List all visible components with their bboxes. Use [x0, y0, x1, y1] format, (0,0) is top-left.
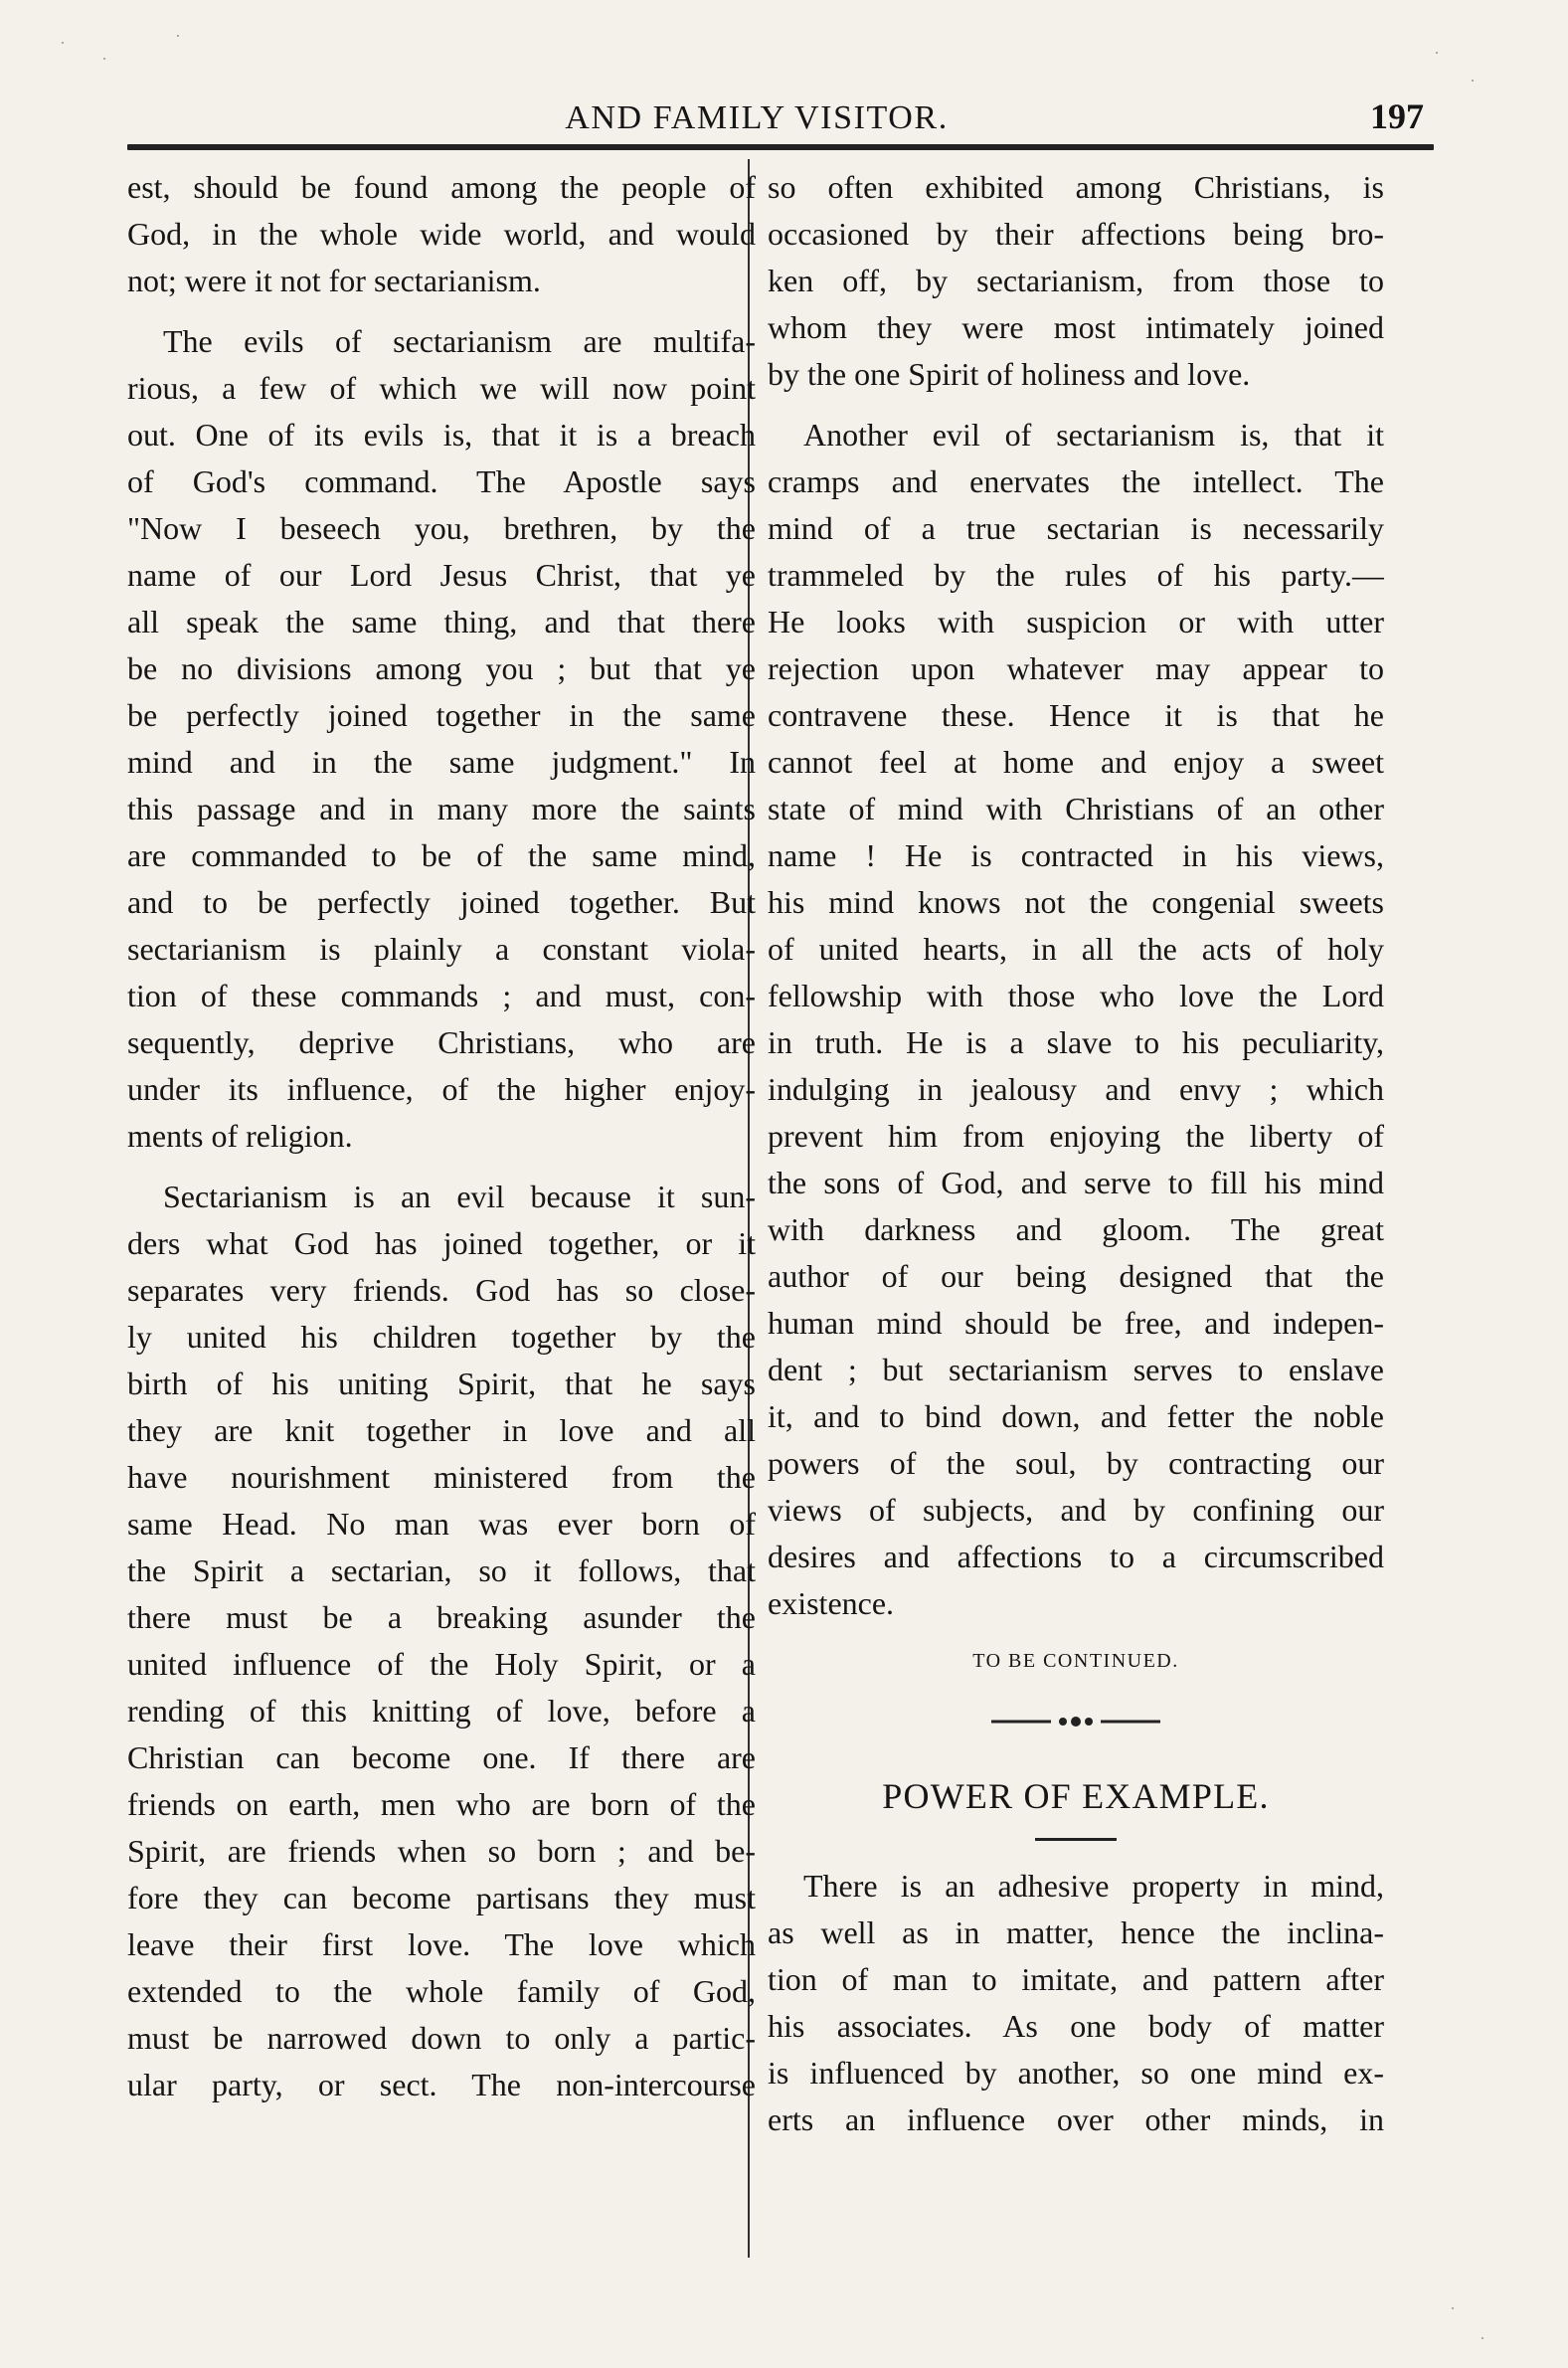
text-line: be perfectly joined together in the same [127, 697, 756, 733]
text-line: all speak the same thing, and that there [127, 604, 756, 639]
text-line: author of our being designed that the [768, 1258, 1384, 1294]
text-line: rejection upon whatever may appear to [768, 650, 1384, 686]
text-line: the Spirit a sectarian, so it follows, that [127, 1552, 756, 1588]
text-line: mind and in the same judgment." In [127, 744, 756, 780]
text-line: this passage and in many more the saints [127, 791, 756, 826]
text-line: are commanded to be of the same mind, [127, 837, 756, 873]
text-line: powers of the soul, by contracting our [768, 1445, 1384, 1481]
text-line: is influenced by another, so one mind ex- [768, 2055, 1384, 2091]
text-line: Another evil of sectarianism is, that it [803, 417, 1384, 453]
text-line: ly united his children together by the [127, 1319, 756, 1355]
text-line: human mind should be free, and indepen- [768, 1305, 1384, 1341]
text-line: the sons of God, and serve to fill his mind [768, 1165, 1384, 1200]
paper-speck [177, 35, 179, 37]
text-line: name of our Lord Jesus Christ, that ye [127, 557, 756, 593]
text-line: ders what God has joined together, or it [127, 1225, 756, 1261]
text-line: and to be perfectly joined together. But [127, 884, 756, 920]
text-line: so often exhibited among Christians, is [768, 169, 1384, 205]
text-line: same Head. No man was ever born of [127, 1506, 756, 1542]
text-line: sectarianism is plainly a constant viola- [127, 931, 756, 967]
text-line: est, should be found among the people of [127, 169, 756, 205]
text-line: not; were it not for sectarianism. [127, 263, 541, 298]
text-line: ments of religion. [127, 1118, 353, 1154]
text-line: in truth. He is a slave to his peculiarity, [768, 1024, 1384, 1060]
text-line: united influence of the Holy Spirit, or a [127, 1646, 756, 1682]
text-line: friends on earth, men who are born of the [127, 1786, 756, 1822]
text-line: of united hearts, in all the acts of holy [768, 931, 1384, 967]
text-line: rending of this knitting of love, before a [127, 1693, 756, 1729]
text-line: under its influence, of the higher enjoy- [127, 1071, 756, 1107]
text-line: indulging in jealousy and envy ; which [768, 1071, 1384, 1107]
text-line: He looks with suspicion or with utter [768, 604, 1384, 639]
text-line: cramps and enervates the intellect. The [768, 463, 1384, 499]
decorative-divider-icon [991, 1712, 1160, 1731]
text-line: tion of man to imitate, and pattern after [768, 1961, 1384, 1997]
left-column [127, 164, 756, 2108]
text-line: trammeled by the rules of his party.— [768, 557, 1384, 593]
text-line: of God's command. The Apostle says [127, 463, 756, 499]
paper-speck [1472, 80, 1474, 82]
text-line: Spirit, are friends when so born ; and be- [127, 1833, 756, 1869]
text-line: his associates. As one body of matter [768, 2008, 1384, 2044]
text-line: The evils of sectarianism are multifa- [163, 323, 756, 359]
text-line: Christian can become one. If there are [127, 1739, 756, 1775]
text-line: erts an influence over other minds, in [768, 2101, 1384, 2137]
decorative-divider-icon [768, 1695, 1384, 1756]
paper-speck [1481, 2337, 1483, 2339]
paper-speck [1436, 52, 1438, 54]
text-line: sequently, deprive Christians, who are [127, 1024, 756, 1060]
text-line: out. One of its evils is, that it is a breach [127, 417, 756, 453]
text-line: fellowship with those who love the Lord [768, 978, 1384, 1013]
text-line: mind of a true sectarian is necessarily [768, 510, 1384, 546]
text-line: ular party, or sect. The non-intercourse [127, 2067, 756, 2102]
text-line: extended to the whole family of God, [127, 1973, 756, 2009]
text-line: state of mind with Christians of an other [768, 791, 1384, 826]
text-line: dent ; but sectarianism serves to enslave [768, 1352, 1384, 1387]
text-line: as well as in matter, hence the inclina- [768, 1914, 1384, 1950]
running-header [129, 78, 1424, 137]
text-line: must be narrowed down to only a partic- [127, 2020, 756, 2056]
text-line: rious, a few of which we will now point [127, 370, 756, 406]
article-title: POWER OF EXAMPLE. [882, 1776, 1270, 1816]
text-line: fore they can become partisans they must [127, 1880, 756, 1915]
text-line: birth of his uniting Spirit, that he says [127, 1366, 756, 1401]
text-line: "Now I beseech you, brethren, by the [127, 510, 756, 546]
text-line: separates very friends. God has so close- [127, 1272, 756, 1308]
text-line: it, and to bind down, and fetter the noble [768, 1398, 1384, 1434]
text-line: tion of these commands ; and must, con- [127, 978, 756, 1013]
text-line: Sectarianism is an evil because it sun- [163, 1179, 756, 1214]
text-line: God, in the whole wide world, and would [127, 216, 756, 252]
paper-speck [62, 42, 64, 44]
to-be-continued-note: TO BE CONTINUED. [972, 1650, 1179, 1672]
text-line: existence. [768, 1585, 895, 1621]
text-line: ken off, by sectarianism, from those to [768, 263, 1384, 298]
paper-speck [1452, 2307, 1454, 2309]
text-line: name ! He is contracted in his views, [768, 837, 1384, 873]
text-line: be no divisions among you ; but that ye [127, 650, 756, 686]
text-line: leave their first love. The love which [127, 1926, 756, 1962]
text-line: have nourishment ministered from the [127, 1459, 756, 1495]
text-line: his mind knows not the congenial sweets [768, 884, 1384, 920]
text-line: by the one Spirit of holiness and love. [768, 356, 1251, 392]
right-column [768, 164, 1384, 2143]
text-line: occasioned by their affections being bro- [768, 216, 1384, 252]
header-rule [127, 144, 1434, 150]
running-title: AND FAMILY VISITOR. [565, 99, 949, 136]
text-line: contravene these. Hence it is that he [768, 697, 1384, 733]
page-number: 197 [1370, 96, 1424, 136]
text-line: There is an adhesive property in mind, [803, 1868, 1384, 1904]
text-line: views of subjects, and by confining our [768, 1492, 1384, 1528]
text-line: cannot feel at home and enjoy a sweet [768, 744, 1384, 780]
paper-speck [103, 58, 105, 60]
text-line: prevent him from enjoying the liberty of [768, 1118, 1384, 1154]
text-line: with darkness and gloom. The great [768, 1211, 1384, 1247]
text-line: whom they were most intimately joined [768, 309, 1384, 345]
text-line: there must be a breaking asunder the [127, 1599, 756, 1635]
title-rule [1035, 1838, 1117, 1841]
text-line: they are knit together in love and all [127, 1412, 756, 1448]
text-line: desires and affections to a circumscribed [768, 1539, 1384, 1574]
